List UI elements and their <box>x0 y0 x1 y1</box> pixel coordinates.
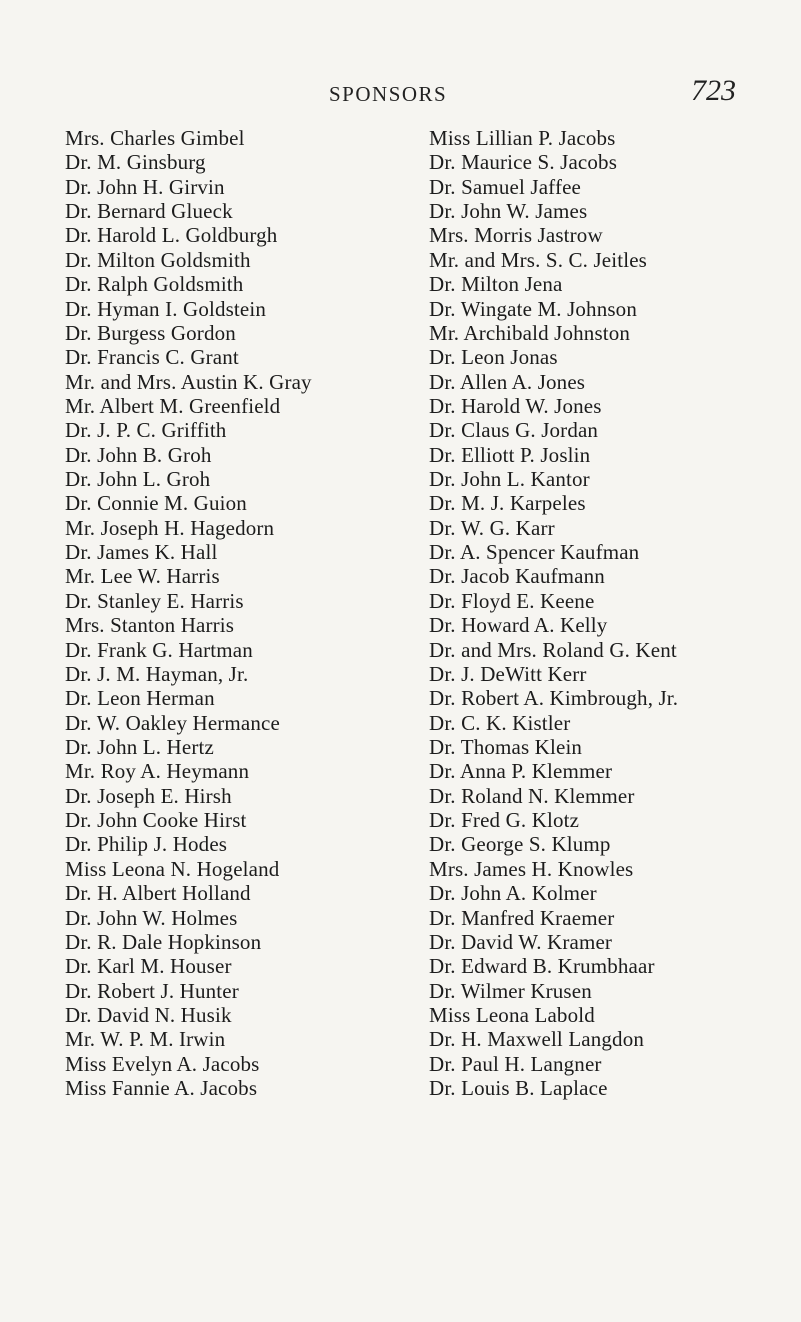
sponsor-name: Dr. R. Dale Hopkinson <box>65 929 262 954</box>
sponsor-name: Mrs. Charles Gimbel <box>65 126 245 150</box>
sponsor-name: Dr. John L. Kantor <box>429 467 590 492</box>
sponsor-name: Miss Fannie A. Jacobs <box>65 1076 258 1101</box>
sponsor-name: Dr. Hyman I. Goldstein <box>65 296 267 321</box>
sponsor-name: Mr. and Mrs. S. C. Jeitles <box>429 247 647 272</box>
sponsor-name: Dr. H. Maxwell Langdon <box>429 1027 645 1052</box>
sponsor-name: Mr. Archibald Johnston <box>429 320 631 345</box>
sponsor-name: Miss Evelyn A. Jacobs <box>65 1051 260 1076</box>
sponsor-name: Dr. Manfred Kraemer <box>429 905 615 930</box>
sponsor-name: Dr. Karl M. Houser <box>65 954 232 979</box>
page-number: 723 <box>691 74 736 107</box>
sponsor-name: Dr. J. DeWitt Kerr <box>429 661 587 686</box>
sponsor-name: Dr. Floyd E. Keene <box>429 588 595 613</box>
sponsor-name: Mr. Joseph H. Hagedorn <box>65 515 275 540</box>
sponsor-name: Dr. Connie M. Guion <box>65 491 247 516</box>
sponsor-name: Dr. Leon Jonas <box>429 345 558 370</box>
sponsor-name: Dr. John B. Groh <box>65 442 212 467</box>
sponsor-name: Dr. H. Albert Holland <box>65 881 251 906</box>
sponsor-name: Mrs. James H. Knowles <box>429 856 634 881</box>
sponsor-name: Mrs. Morris Jastrow <box>429 223 603 248</box>
sponsor-name: Mr. Albert M. Greenfield <box>65 393 281 418</box>
sponsor-name: Dr. David W. Kramer <box>429 929 613 954</box>
sponsor-name: Dr. John H. Girvin <box>65 174 225 199</box>
sponsor-name: Dr. John Cooke Hirst <box>65 808 247 833</box>
sponsor-name: Mr. Roy A. Heymann <box>65 759 250 784</box>
sponsor-name: Dr. Roland N. Klemmer <box>429 783 635 808</box>
sponsor-name: Dr. Wingate M. Johnson <box>429 296 637 321</box>
sponsor-name: Dr. W. G. Karr <box>429 515 555 540</box>
sponsor-name: Dr. Louis B. Laplace <box>429 1076 608 1101</box>
sponsor-name: Dr. Robert A. Kimbrough, Jr. <box>429 686 679 711</box>
sponsor-name: Dr. Bernard Glueck <box>65 199 233 224</box>
sponsor-name: Dr. Burgess Gordon <box>65 320 236 345</box>
sponsor-name: Dr. Allen A. Jones <box>429 369 586 394</box>
sponsor-name: Dr. Maurice S. Jacobs <box>429 150 618 175</box>
sponsor-name: Dr. John A. Kolmer <box>429 881 597 906</box>
sponsor-name: Miss Leona N. Hogeland <box>65 856 280 881</box>
sponsor-name: Dr. Edward B. Krumbhaar <box>429 954 655 979</box>
sponsor-name: Dr. Thomas Klein <box>429 734 583 759</box>
sponsor-list-left-column <box>65 126 312 1100</box>
sponsor-name: Dr. M. J. Karpeles <box>429 491 586 516</box>
sponsor-name: Dr. John L. Hertz <box>65 734 214 759</box>
sponsor-name: Dr. John W. James <box>429 199 588 224</box>
sponsor-name: Dr. Harold L. Goldburgh <box>65 223 278 248</box>
sponsor-name: Dr. Anna P. Klemmer <box>429 759 613 784</box>
sponsor-name: Dr. Wilmer Krusen <box>429 978 592 1003</box>
sponsor-name: Dr. John L. Groh <box>65 467 211 492</box>
sponsor-name: Miss Leona Labold <box>429 1002 595 1027</box>
sponsor-name: Dr. Joseph E. Hirsh <box>65 783 232 808</box>
sponsor-name: Dr. C. K. Kistler <box>429 710 571 735</box>
sponsor-name: Dr. Milton Goldsmith <box>65 247 251 272</box>
sponsor-name: Dr. John W. Holmes <box>65 905 238 930</box>
sponsor-name: Dr. David N. Husik <box>65 1002 232 1027</box>
sponsor-name: Dr. Jacob Kaufmann <box>429 564 605 589</box>
page-title: SPONSORS <box>329 82 448 106</box>
sponsor-name: Dr. Philip J. Hodes <box>65 832 228 857</box>
sponsor-name: Dr. Howard A. Kelly <box>429 613 608 638</box>
sponsor-name: Dr. Milton Jena <box>429 272 563 297</box>
sponsor-list-right-column <box>429 126 678 1100</box>
sponsor-name: Dr. Samuel Jaffee <box>429 174 582 199</box>
sponsor-name: Dr. J. P. C. Griffith <box>65 418 227 443</box>
sponsor-name: Dr. Robert J. Hunter <box>65 978 239 1003</box>
sponsor-name: Mr. W. P. M. Irwin <box>65 1027 226 1052</box>
sponsor-name: Dr. Francis C. Grant <box>65 345 239 370</box>
sponsor-name: Dr. Paul H. Langner <box>429 1051 602 1076</box>
sponsor-name: Mrs. Stanton Harris <box>65 613 235 638</box>
sponsor-name: Dr. M. Ginsburg <box>65 150 206 175</box>
sponsor-name: Dr. Claus G. Jordan <box>429 418 599 443</box>
sponsor-name: Dr. James K. Hall <box>65 540 218 565</box>
sponsor-name: Dr. and Mrs. Roland G. Kent <box>429 637 677 662</box>
sponsor-name: Miss Lillian P. Jacobs <box>429 126 616 150</box>
sponsor-name: Dr. Stanley E. Harris <box>65 588 244 613</box>
sponsor-name: Dr. Elliott P. Joslin <box>429 442 591 467</box>
running-head <box>0 74 801 110</box>
sponsor-name: Mr. Lee W. Harris <box>65 564 220 589</box>
sponsor-name: Dr. J. M. Hayman, Jr. <box>65 661 249 686</box>
sponsor-name: Dr. Ralph Goldsmith <box>65 272 244 297</box>
sponsor-name: Dr. George S. Klump <box>429 832 611 857</box>
sponsor-name: Dr. Fred G. Klotz <box>429 808 580 833</box>
sponsor-name: Dr. Harold W. Jones <box>429 393 602 418</box>
sponsor-name: Dr. A. Spencer Kaufman <box>429 540 640 565</box>
sponsor-name: Dr. Frank G. Hartman <box>65 637 253 662</box>
sponsor-name: Mr. and Mrs. Austin K. Gray <box>65 369 312 394</box>
sponsor-name: Dr. W. Oakley Hermance <box>65 710 280 735</box>
sponsor-name: Dr. Leon Herman <box>65 686 215 711</box>
